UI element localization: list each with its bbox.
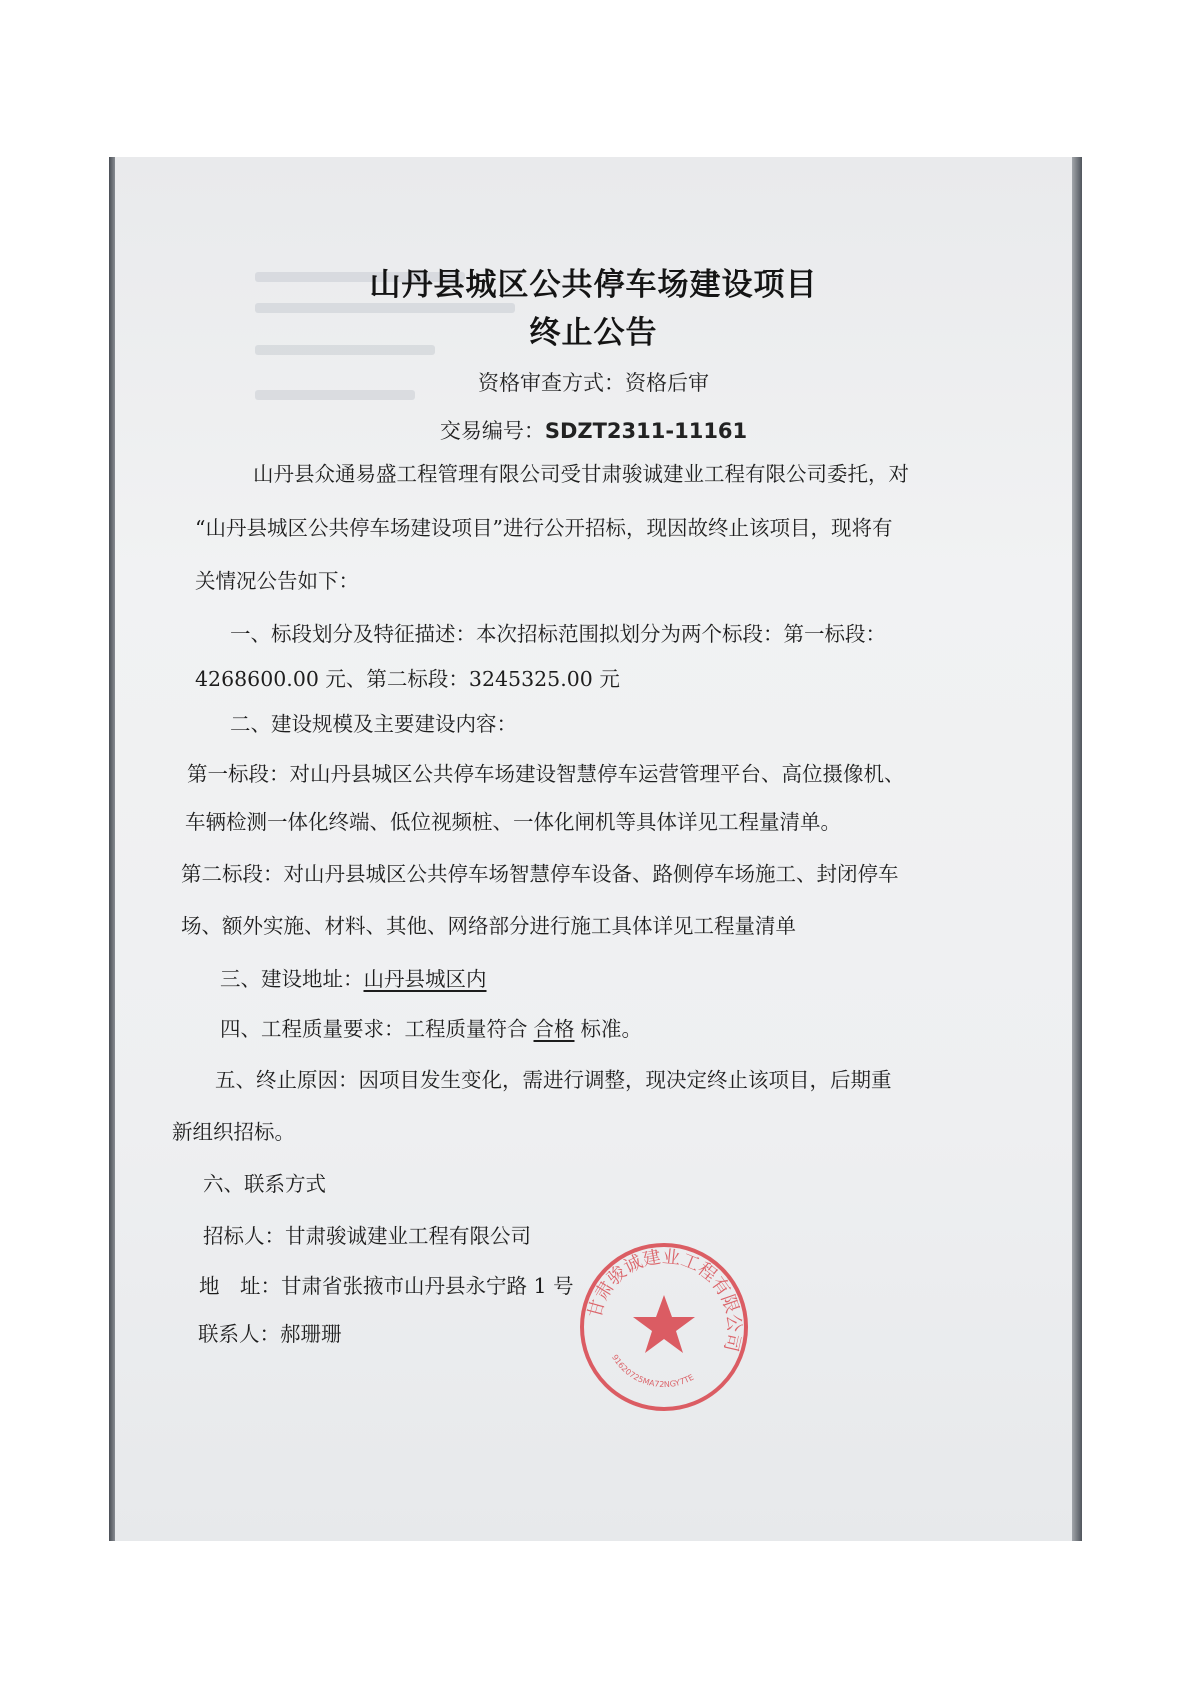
document-title: 山丹县城区公共停车场建设项目: [369, 267, 818, 303]
section-2-lot-1: 第一标段：对山丹县城区公共停车场建设智慧停车运营管理平台、高位摄像机、: [187, 762, 905, 786]
section-4-label: 四、工程质量要求：工程质量符合: [220, 1017, 528, 1041]
quality-standard: 合格: [533, 1017, 575, 1041]
section-3-label: 三、建设地址：: [220, 967, 364, 991]
document-subtitle: 终止公告: [529, 315, 658, 351]
svg-text:91620725MA72NGY7TE: [610, 1353, 695, 1389]
document-photo: [109, 157, 1082, 1541]
section-1-amounts: 4268600.00 元、第二标段：3245325.00 元: [195, 667, 620, 691]
section-5-text: 新组织招标。: [172, 1120, 295, 1144]
contact-line: 联系人：郝珊珊: [198, 1322, 342, 1346]
section-2-lot-2: 场、额外实施、材料、其他、网络部分进行施工具体详见工程量清单: [181, 914, 796, 938]
section-5-text: 五、终止原因：因项目发生变化，需进行调整，现决定终止该项目，后期重: [215, 1068, 892, 1092]
section-4-suffix: 标准。: [580, 1017, 642, 1041]
intro-line: “山丹县城区公共停车场建设项目”进行公开招标，现因故终止该项目，现将有: [195, 516, 893, 540]
trade-number-line: [115, 415, 1072, 445]
section-2-lot-2: 第二标段：对山丹县城区公共停车场智慧停车设备、路侧停车场施工、封闭停车: [181, 862, 899, 886]
construction-address: 山丹县城区内: [363, 967, 487, 991]
trade-number: SDZT2311-11161: [544, 419, 748, 443]
section-6-title: 六、联系方式: [203, 1172, 326, 1196]
seal-code: 91620725MA72NGY7TE: [610, 1352, 696, 1390]
section-3-line: [220, 962, 487, 992]
review-method: 资格审查方式：资格后审: [478, 371, 709, 395]
section-2-lot-1: 车辆检测一体化终端、低位视频桩、一体化闸机等具体详见工程量清单。: [185, 810, 841, 834]
section-4-line: [220, 1012, 642, 1042]
trade-number-label: 交易编号：: [439, 419, 545, 443]
section-1-text: 一、标段划分及特征描述：本次招标范围拟划分为两个标段：第一标段：: [230, 622, 886, 646]
intro-line: 山丹县众通易盛工程管理有限公司受甘肃骏诚建业工程有限公司委托，对: [253, 462, 909, 486]
seal-text: 甘肃骏诚建业工程有限公司: [584, 1246, 745, 1354]
company-seal: [577, 1240, 751, 1414]
address-line: 地 址：甘肃省张掖市山丹县永宁路 1 号: [199, 1274, 574, 1298]
intro-line: 关情况公告如下：: [195, 569, 359, 593]
tenderer-line: 招标人：甘肃骏诚建业工程有限公司: [203, 1224, 531, 1248]
paper-sheet: [115, 157, 1072, 1541]
section-2-title: 二、建设规模及主要建设内容：: [230, 712, 517, 736]
